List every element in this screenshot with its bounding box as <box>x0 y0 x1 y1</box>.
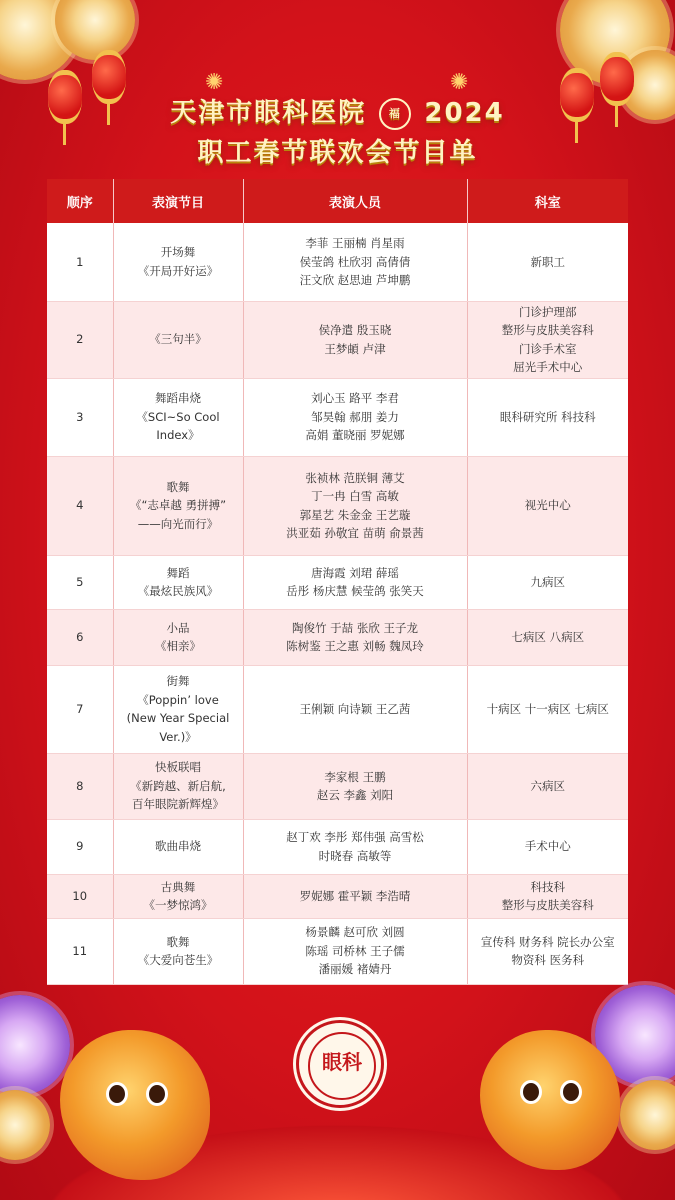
cell-performers: 刘心玉 路平 李君 邹昊翰 郝朋 姜力 高娟 董晓丽 罗妮娜 <box>243 378 467 456</box>
table-row <box>47 223 628 301</box>
cell-performers: 李家根 王鹏 赵云 李鑫 刘阳 <box>243 753 467 819</box>
cell-program: 小品 《相亲》 <box>113 609 243 665</box>
cell-order: 7 <box>47 665 113 753</box>
cell-performers: 杨景麟 赵可欣 刘圆 陈瑶 司桥林 王子儒 潘丽媛 褚婧丹 <box>243 918 467 984</box>
cell-order: 3 <box>47 378 113 456</box>
cell-performers: 侯净遣 殷玉晓 王梦頔 卢津 <box>243 301 467 378</box>
cell-dept: 科技科 整形与皮肤美容科 <box>467 874 628 918</box>
cell-dept: 七病区 八病区 <box>467 609 628 665</box>
table-header-row <box>47 179 628 223</box>
cell-order: 10 <box>47 874 113 918</box>
cell-performers: 陶俊竹 于喆 张欣 王子龙 陈树鉴 王之惠 刘畅 魏凤玲 <box>243 609 467 665</box>
cell-performers: 张祯林 范朕铜 薄艾 丁一冉 白雪 高敏 郭星艺 朱金金 王艺璇 洪亚茹 孙敬宜 苗萌 俞景茜 <box>243 456 467 555</box>
col-header-dept: 科室 <box>467 179 628 223</box>
table-row <box>47 918 628 984</box>
table-row <box>47 555 628 609</box>
seal-label: 眼科 <box>308 1032 376 1100</box>
cell-program: 舞蹈串烧 《SCI~So Cool Index》 <box>113 378 243 456</box>
cell-program: 歌曲串烧 <box>113 819 243 874</box>
cell-order: 4 <box>47 456 113 555</box>
title-year: 2024 <box>424 98 505 128</box>
cell-order: 9 <box>47 819 113 874</box>
cell-program: 歌舞 《“志卓越 勇拼搏” ——向光而行》 <box>113 456 243 555</box>
cell-order: 6 <box>47 609 113 665</box>
col-header-order: 顺序 <box>47 179 113 223</box>
cell-performers: 李菲 王丽楠 肖星雨 侯莹鸽 杜欣羽 高倩倩 汪文欣 赵思迪 芦坤鹏 <box>243 223 467 301</box>
cell-dept: 眼科研究所 科技科 <box>467 378 628 456</box>
cell-dept: 九病区 <box>467 555 628 609</box>
firework-icon: ✺ <box>450 70 469 95</box>
cell-performers: 唐海霞 刘珺 薛瑶 岳彤 杨庆慧 候莹鸽 张笑天 <box>243 555 467 609</box>
cell-program: 街舞 《Poppin’ love (New Year Special Ver.)》 <box>113 665 243 753</box>
table-row <box>47 819 628 874</box>
cell-performers: 罗妮娜 霍平颖 李浩晴 <box>243 874 467 918</box>
cell-program: 《三句半》 <box>113 301 243 378</box>
cell-dept: 新职工 <box>467 223 628 301</box>
table-row <box>47 609 628 665</box>
cell-program: 舞蹈 《最炫民族风》 <box>113 555 243 609</box>
cell-dept: 六病区 <box>467 753 628 819</box>
cell-order: 5 <box>47 555 113 609</box>
col-header-performers: 表演人员 <box>243 179 467 223</box>
cell-performers: 赵丁欢 李彤 郑伟强 高雪松 时晓春 高敏等 <box>243 819 467 874</box>
cell-dept: 十病区 十一病区 七病区 <box>467 665 628 753</box>
cell-order: 8 <box>47 753 113 819</box>
col-header-program: 表演节目 <box>113 179 243 223</box>
title-hospital: 天津市眼科医院 <box>170 98 367 128</box>
year-badge-icon: 福 <box>379 98 411 130</box>
table-row <box>47 874 628 918</box>
cell-program: 歌舞 《大爱向苍生》 <box>113 918 243 984</box>
table-row <box>47 456 628 555</box>
cell-order: 2 <box>47 301 113 378</box>
cell-order: 1 <box>47 223 113 301</box>
poster-title <box>0 92 675 130</box>
cell-dept: 手术中心 <box>467 819 628 874</box>
program-table <box>47 179 628 985</box>
poster-subtitle: 职工春节联欢会节目单 <box>197 138 478 168</box>
cell-program: 古典舞 《一梦惊鸿》 <box>113 874 243 918</box>
table-row <box>47 301 628 378</box>
cell-dept: 视光中心 <box>467 456 628 555</box>
firework-icon: ✺ <box>205 70 224 95</box>
cell-program: 开场舞 《开局开好运》 <box>113 223 243 301</box>
table-row <box>47 665 628 753</box>
hospital-seal-icon <box>296 1020 384 1108</box>
flower-icon <box>0 995 70 1095</box>
table-row <box>47 753 628 819</box>
cell-performers: 王俐颖 向诗颖 王乙茜 <box>243 665 467 753</box>
cell-dept: 宣传科 财务科 院长办公室 物资科 医务科 <box>467 918 628 984</box>
cell-dept: 门诊护理部 整形与皮肤美容科 门诊手术室 屈光手术中心 <box>467 301 628 378</box>
table-row <box>47 378 628 456</box>
cell-program: 快板联唱 《新跨越、新启航, 百年眼院新辉煌》 <box>113 753 243 819</box>
cell-order: 11 <box>47 918 113 984</box>
